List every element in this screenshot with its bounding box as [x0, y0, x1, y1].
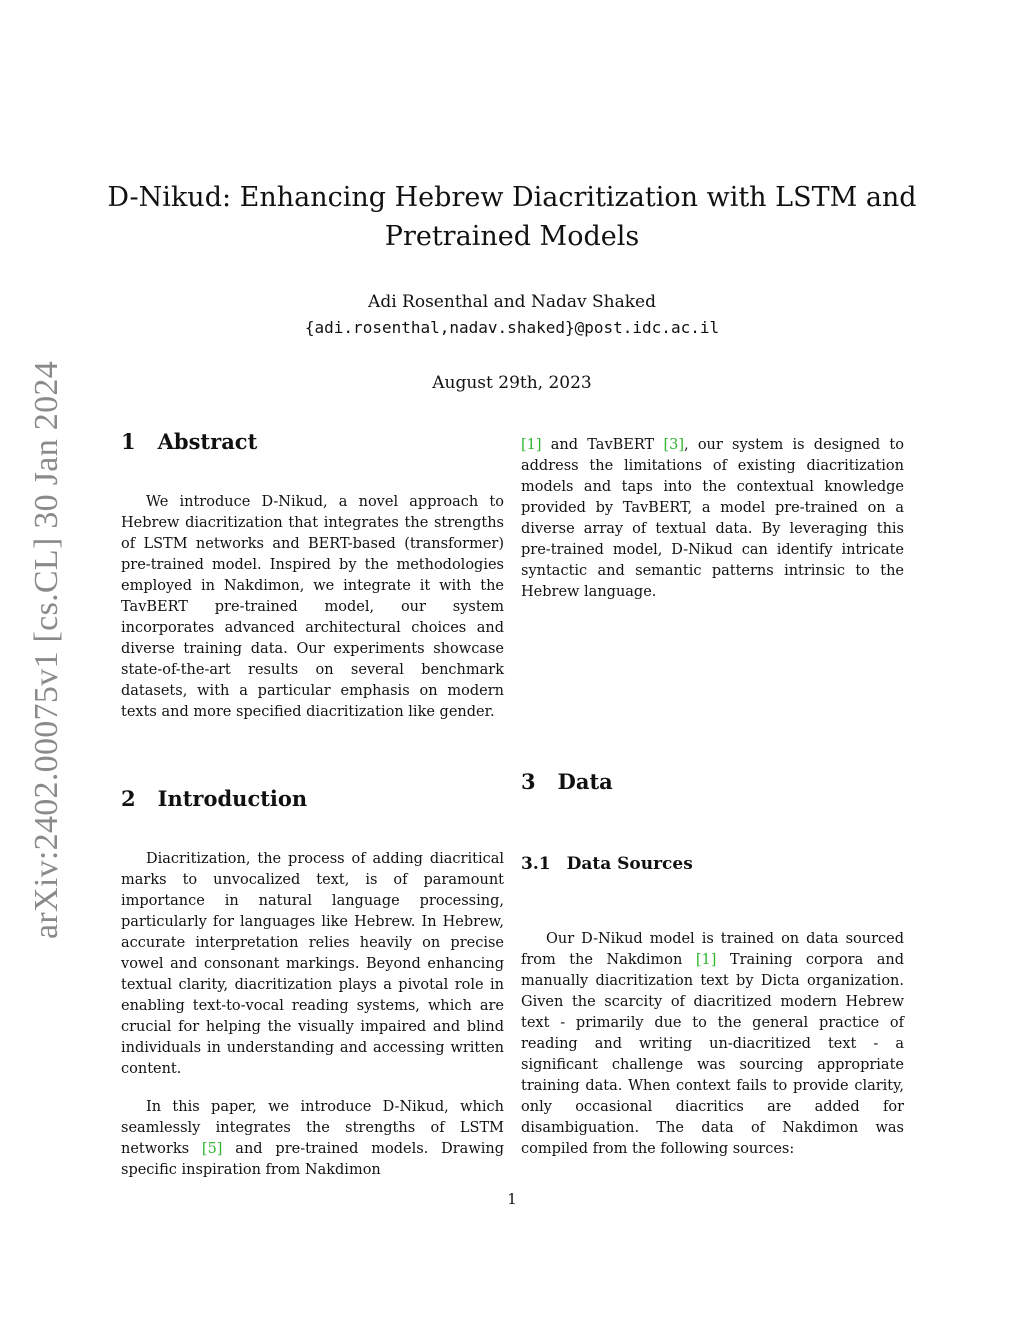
intro-p2-text-b: and pre-trained models. Drawing specific inspiration from Nakdimon — [121, 1141, 504, 1178]
introduction-paragraph-1: Diacritization, the process of adding diacritical marks to unvocalized text, is of paramount importance in natural language processing, particularly for languages like Hebrew. In Hebrew, accurate interpretation relies heavily on precise vowel and consonant markings. Beyond enhancing textual clarity, diacritization plays a pivotal role in enabling text-to-vocal reading systems, which are crucial for helping the visually impaired and blind individuals in understanding and accessing written content. — [121, 851, 504, 1077]
citation-link-1-data[interactable]: [1] — [695, 952, 717, 968]
introduction-paragraph-2 — [121, 1097, 504, 1181]
paper-title: D-Nikud: Enhancing Hebrew Diacritization with LSTM and Pretrained Models — [107, 182, 917, 252]
data-p1-text-a: Our D-Nikud model is trained on data sourced from the Nakdimon — [521, 931, 904, 968]
data-sources-title: Data Sources — [566, 854, 693, 874]
arxiv-stamp: arXiv:2402.00075v1 [cs.CL] 30 Jan 2024 — [28, 361, 65, 939]
data-number: 3 — [521, 769, 536, 794]
data-sources-heading — [521, 854, 693, 874]
intro-p2-text-a: In this paper, we introduce D-Nikud, which seamlessly integrates the strengths of LSTM networks — [121, 1099, 504, 1157]
abstract-heading — [121, 429, 257, 454]
data-title: Data — [557, 769, 613, 794]
introduction-paragraph-2-continued — [521, 435, 904, 603]
citation-link-5[interactable]: [5] — [201, 1141, 223, 1157]
citation-link-1[interactable]: [1] — [521, 437, 542, 453]
page-number: 1 — [507, 1190, 517, 1208]
data-p1-text-b: Training corpora and manually diacritization text by Dicta organization. Given the scarcity of diacritized modern Hebrew text - primarily due to the general practice of reading and writing un-diacritized text - a significant challenge was sourcing appropriate training data. When context fails to provide clarity, only occasional diacritics are added for disambiguation. The data of Nakdimon was compiled from the following sources: — [521, 952, 904, 1157]
abstract-title: Abstract — [157, 429, 258, 454]
intro-p2-text-c: and TavBERT — [541, 437, 664, 453]
citation-link-3[interactable]: [3] — [663, 437, 684, 453]
data-heading — [521, 769, 613, 794]
abstract-text: We introduce D-Nikud, a novel approach to Hebrew diacritization that integrates the strengths of LSTM networks and BERT-based (transformer) pre-trained model. Inspired by the methodologies employed in Nakdimon, we integrate it with the TavBERT pre-trained model, our system incorporates advanced architectural choices and diverse training data. Our experiments showcase state-of-the-art results on several benchmark datasets, with a particular emphasis on modern texts and more specified diacritization like gender. — [121, 494, 504, 720]
introduction-title: Introduction — [157, 786, 308, 811]
intro-p2-text-d: , our system is designed to address the limitations of existing diacritization models and taps into the contextual knowledge provided by TavBERT, a model pre-trained on a diverse array of textual data. By leveraging this pre-trained model, D-Nikud can identify intricate syntactic and semantic patterns intrinsic to the Hebrew language. — [521, 437, 904, 600]
paper-date: August 29th, 2023 — [432, 373, 592, 393]
introduction-number: 2 — [121, 786, 136, 811]
paper-authors: Adi Rosenthal and Nadav Shaked — [368, 292, 656, 312]
data-sources-number: 3.1 — [521, 854, 551, 874]
author-emails: {adi.rosenthal,nadav.shaked}@post.idc.ac.il — [304, 318, 720, 337]
introduction-heading — [121, 786, 307, 811]
abstract-number: 1 — [121, 429, 136, 454]
data-sources-paragraph — [521, 929, 904, 1160]
